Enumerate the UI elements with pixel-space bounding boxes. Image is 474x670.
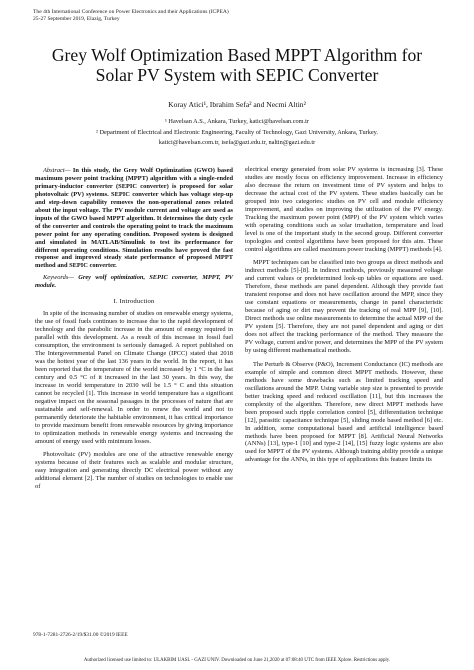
affiliation-1: ¹ Havelsan A.S., Ankara, Turkey, katici@havelsan.com.tr [164, 118, 310, 125]
keywords-text: Grey wolf optimization, SEPIC converter, MPPT, PV module. [35, 274, 233, 290]
conference-date-location: 25-27 September 2019, Elazig, Turkey [33, 16, 120, 22]
keywords [35, 274, 233, 290]
left-column [35, 167, 233, 491]
abstract-text: In this study, the Grey Wolf Optimization (GWO) based maximum power point tracking (MPPT) algorithm with a single-ended primary-inductor converter (SEPIC converter) is proposed for solar photovoltaic (PV) systems. SEPIC converter which has voltage step-up and step-down capability removes the non-operational zones related about the input voltage. The PV module current and voltage are used as inputs of the GWO based MPPT algorithm. It determines the duty cycle of the converter and controls the operating point to track the maximum power point for any operating condition. Proposed system is designed and simulated in MATLAB/Simulink to test its performance for different operating conditions. Simulation results have proved the fast response and improved steady state performance of proposed MPPT method and SEPIC converter. [35, 167, 233, 270]
right-column [245, 166, 443, 464]
paper-title [0, 45, 474, 85]
right-paragraph-1: electrical energy generated from solar PV systems is increasing [3]. These studies are mostly focus on efficiency improvement. Increase in efficiency also decrease the return on investment time of PV system and helps to decrease the actual cost of the PV system. These studies basically can be grouped into two categories: studies on PV cell and module efficiency improvement, and studies on improving the utilization of the PV energy. Tracking the maximum power point (MPP) of the PV system which varies with operating conditions such as solar irradiation, temperature and load level is one of the important study in the second group. Different converter topologies and control algorithms have been proposed for this aim. These control algorithms are called maximum power tracking (MPPT) methods [4]. [245, 166, 443, 253]
license-notice: Authorized licensed use limited to: ULAKBIM UASL - GAZI UNIV. Downloaded on June 21,2020 at 07:08:40 UTC from IEEE Xplore. Restrictions apply. [83, 658, 391, 663]
isbn-copyright: 978-1-7281-2726-2/19/$31.00 ©2019 IEEE [33, 632, 128, 638]
conference-name: The 4th International Conference on Power Electronics and their Applications (ICPEA) [33, 9, 229, 15]
affiliations [0, 117, 474, 149]
abstract-lead: Abstract— [43, 167, 71, 174]
paper-title-line-1: Grey Wolf Optimization Based MPPT Algorithm for [51, 45, 423, 65]
paper-title-line-2: Solar PV System with SEPIC Converter [95, 65, 379, 85]
intro-paragraph-2: Photovoltaic (PV) modules are one of the attractive renewable energy systems because of their features such as scalable and modular structure, easy integration and generating directly DC electrical power without any additional element [2]. The number of studies on technologies to enable use of [35, 451, 233, 491]
author-list: Koray Atici¹, Ibrahim Sefa² and Necmi Altin² [168, 100, 306, 109]
right-paragraph-3: The Perturb & Observe (P&O), Increment Conductance (IC) methods are example of simple and common direct MPPT methods. However, these methods have some drawbacks such as limited tracking speed and oscillations around the MPP. Using variable step size is presented to provide better tracking speed and reduced oscillation [11], but this increases the complexity of the algorithm. Therefore, new direct MPPT methods have been proposed such ripple correlation control [5], differentiation technique [12], parasitic capacitance technique [5], sliding mode based method [6] etc. In addition, some computational based and artificial intelligence based methods have been proposed for MPPT [8]. Artificial Neural Networks (ANNs) [13], type-1 [10] and type-2 [14], [15] fuzzy logic systems are also used for MPPT of the PV systems. Although training ability provide a unique advantage for the ANNs, in this type of applications this feature limits its [245, 360, 443, 464]
abstract [35, 167, 233, 270]
section-heading-introduction: I. Introduction [113, 298, 155, 306]
right-paragraph-2: MPPT techniques can be classified into two groups as direct methods and indirect methods [5]-[8]. In indirect methods, previously measured voltage and current values or predetermined look-up tables or equations are used. Therefore, these methods are panel dependent. Although they provide fast transient response and does not have oscillation around the MPP, since they use constant equations or measurements, change in panel characteristic because of aging or dirt may prevent the tracking of real MPP [9], [10]. Direct methods use online measurements to determine the actual MPP of the PV system [5]. Therefore, they are not panel dependent and aging or dirt does not affect the tracking performance of the method. They measure the PV voltage, current and/or power, and determines the MPP of the PV system by using different mathematical methods. [245, 259, 443, 354]
affiliation-2: ² Department of Electrical and Electronic Engineering, Faculty of Technology, Gazi University, Ankara, Turkey. [96, 128, 378, 136]
author-emails: katici@havelsan.com.tr, isefa@gazi.edu.tr, naltin@gazi.edu.tr [158, 139, 316, 147]
conference-header [33, 9, 229, 23]
intro-paragraph-1: In spite of the increasing number of studies on renewable energy systems, the use of fossil fuels continues to increase due to the rapid development of technology and the parabolic increase in the amount of energy required in parallel with this development. As a result of this increase in fossil fuel consumption, the environment is seriously damaged. A report published on The Intergovernmental Panel on Climate Change (IPCC) stated that 2018 was the hottest year of the last 136 years in the world. In the report, it has been reported that the temperature of the world increased by 1 °C in the last century and 0.5 °C of it increased in the last 30 years. In this way, the increase in world temperature in 2030 will be 1.5 ° C and this situation cannot be recycled [1]. This increase in world temperature has a significant negative impact on the seasonal passages in the processes of nature that are sustainable and self-renewal. In order to renew the world and not to permanently deteriorate the habitable environment, it has critical importance to provide maximum benefit from renewable resources by giving importance to optimization methods in renewable energy systems and increasing the amount of energy used with minimum losses. [35, 310, 233, 445]
keywords-lead: Keywords— [43, 274, 75, 282]
